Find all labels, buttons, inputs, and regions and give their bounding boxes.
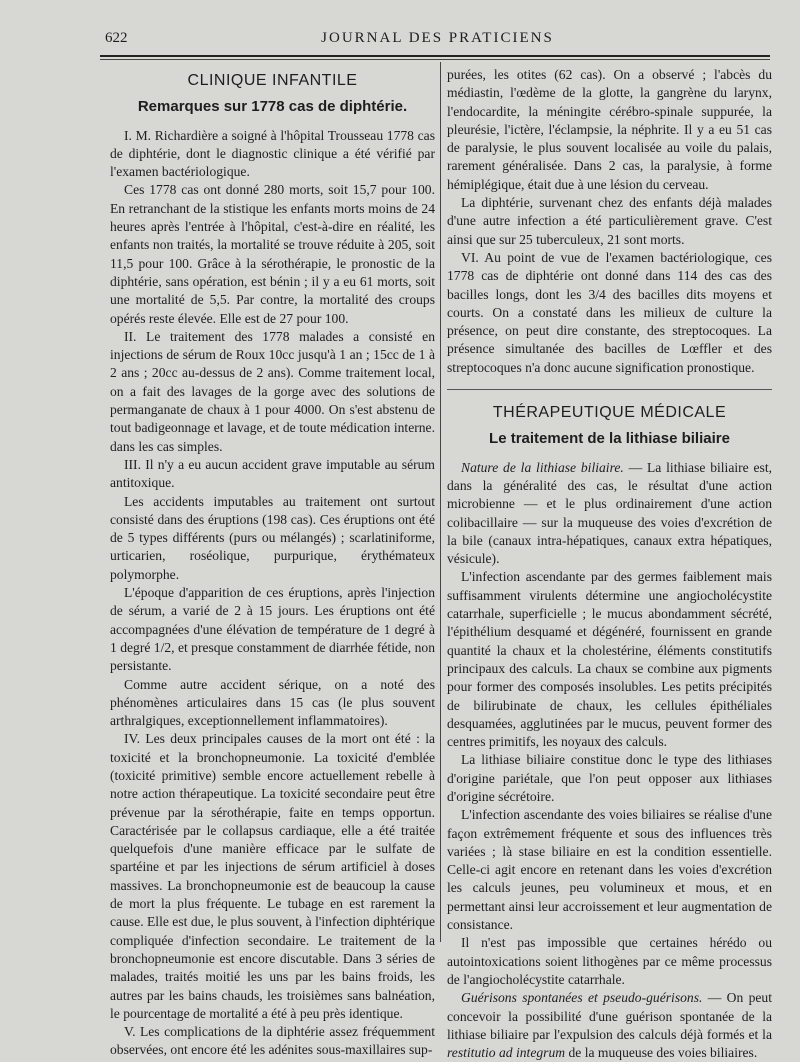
header-rule-thin xyxy=(100,59,770,60)
latin-phrase: restitutio ad integrum xyxy=(447,1045,566,1061)
paragraph: L'infection ascendante des voies biliaires se réalise d'une façon extrêmement fréquente et sous des influences très variées ; là stase biliaire en est la condition essentielle. Celle-ci agit encore en retenant dans les voies d'excrétion les calculs jeunes, peu volumineux et mous, et en permettant ainsi leur accroissement et leur augmentation de consistance. xyxy=(447,807,772,933)
paragraph-text: — La lithiase biliaire est, dans la généralité des cas, le résultat d'une action microbienne — et le plus ordinairement d'une action colibacillaire — sur la muqueuse des voies d'excrétion de la bile (canaux intra-hépatiques, canaux extra hépatiques, vésicule). xyxy=(447,459,772,567)
paragraph: Comme autre accident sérique, on a noté des phénomènes articulaires dans 15 cas (le plus souvent arthralgiques, exceptionnellement inflammatoires). xyxy=(110,676,435,729)
left-column xyxy=(110,66,435,1060)
paragraph-text: de la muqueuse des voies biliaires. xyxy=(565,1045,758,1061)
running-header xyxy=(105,30,770,52)
paragraph: I. M. Richardière a soigné à l'hôpital Trousseau 1778 cas de diphtérie, dont le diagnostic clinique a été vérifié par l'examen bactériologique. xyxy=(110,127,435,180)
paragraph: L'infection ascendante par des germes faiblement mais suffisamment virulents détermine une angiocholécystite catarrhale, superficielle ; le mucus abondamment sécrété, l'épithélium desquamé et dégénéré, fournissent en grande quantité la chaux et la cholestérine, éléments constitutifs principaux des calculs. La chaux se combine aux pigments pour former des composés insolubles. Les petits précipités de bilirubinate de chaux, les cellules épithéliales desquamées, agglutinées par le mucus, peuvent former des centres primitifs, les noyaux des calculs. xyxy=(447,569,772,750)
paragraph: IV. Les deux principales causes de la mort ont été : la toxicité et la bronchopneumonie. La toxicité d'emblée (toxicité primitive) semble encore actuellement rebelle à notre action thérapeutique. La toxicité secondaire peut être prévenue par la sérothérapie, faite en temps opportun. Caractérisée par le collapsus cardiaque, elle a été traitée quelquefois d'une manière efficace par le sulfate de spartéine et par les injections de sérum artificiel à doses massives. La bronchopneumonie est de beaucoup la cause de mort la plus fréquente. Le tubage en est rarement la cause. Elle est due, le plus souvent, à l'infection diphtérique compliquée d'infection secondaire. Le traitement de la bronchopneumonie est encore discutable. Dans 3 séries de malades, traités moitié les uns par les bains froids, les autres par les bains chauds, les troisièmes sans balnéation, le pourcentage de mortalité a été à peu près identique. xyxy=(110,731,435,1021)
article-title-lithiase: Le traitement de la lithiase biliaire xyxy=(489,430,730,448)
journal-title: JOURNAL DES PRATICIENS xyxy=(321,30,554,46)
paragraph: Il n'est pas impossible que certaines hérédo ou autointoxications soient lithogènes par ce même processus de l'angiocholécystite catarrhale. xyxy=(447,935,772,987)
column-divider xyxy=(440,62,441,942)
subheading-italic: Nature de la lithiase biliaire. xyxy=(461,459,624,475)
paragraph: Les accidents imputables au traitement ont surtout consisté dans des éruptions (198 cas). Ces éruptions ont été de 5 types différents (purs ou mélangés) ; scarlatiniforme, urticarien, roséolique, purpurique, érythémateux polymorphe. xyxy=(110,493,435,582)
paragraph-text: — On peut concevoir la possibilité d'une guérison spontanée de la lithiase biliaire par l'expulsion des calculs déjà formés et la xyxy=(447,990,773,1042)
article-title-diphterie: Remarques sur 1778 cas de diphtérie. xyxy=(137,98,408,116)
right-column xyxy=(447,66,772,1062)
page-number: 622 xyxy=(105,30,128,46)
section-title-clinique: CLINIQUE INFANTILE xyxy=(187,72,358,89)
subheading-italic: Guérisons spontanées et pseudo-guérisons. xyxy=(461,990,703,1006)
paragraph: Ces 1778 cas ont donné 280 morts, soit 15,7 pour 100. En retranchant de la stistique les enfants morts moins de 24 heures après l'entrée à l'hôpital, c'est-à-dire en réalité, les enfants non traités, la mortalité se trouve réduite à 205, soit 11,5 pour 100. Grâce à la sérothérapie, le pronostic de la diphtérie, sans opération, est bénin ; il y a eu 61 morts, soit une mortalité de 5,5. Par contre, la mortalité des croups opérés reste élevée. Elle est de 27 pour 100. xyxy=(110,182,435,326)
paragraph: II. Le traitement des 1778 malades a consisté en injections de sérum de Roux 10cc jusqu'à 1 an ; 15cc de 1 à 2 ans ; 20cc au-dessus de 2 ans). Comme traitement local, on a fait des lavages de la gorge avec des solutions de permanganate de chaux à 1 pour 4000. On s'est abstenu de tout badigeonnage et lavage, et de toute médication interne. dans les cas simples. xyxy=(110,328,435,454)
paragraph: V. Les complications de la diphtérie assez fréquemment observées, ont encore été les adénites sous-maxillaires sup- xyxy=(110,1024,435,1058)
paragraph: L'époque d'apparition de ces éruptions, après l'injection de sérum, a varié de 2 à 15 jours. Les éruptions ont été accompagnées d'une élévation de température de 1 degré à 1 degré 1/2, et presque constamment de diarrhée fétide, non persistante. xyxy=(110,585,435,674)
paragraph: VI. Au point de vue de l'examen bactériologique, ces 1778 cas de diphtérie ont donné dans 114 des cas des bacilles longs, dont les 3/4 des bacilles dits moyens et courts. On a constaté dans les milieux de culture la présence, on peut dire constante, des streptocoques. La présence simultanée des bacilles de Lœffler et des streptocoques n'a donc aucune signification pronostique. xyxy=(447,249,772,375)
paragraph xyxy=(447,459,772,569)
paragraph: purées, les otites (62 cas). On a observé ; l'abcès du médiastin, l'œdème de la glotte, la gangrène du larynx, l'endocardite, la méningite cérébro-spinale suppurée, la pleurésie, l'ictère, l'éclampsie, la néphrite. Il y a eu 51 cas de paralysie, le plus souvent localisée au voile du palais, rarement généralisée. Dans 2 cas, la paralysie, à forme hémiplégique, était due à une lésion du cerveau. xyxy=(447,67,772,192)
paragraph: III. Il n'y a eu aucun accident grave imputable au sérum antitoxique. xyxy=(110,456,435,491)
paragraph: La lithiase biliaire constitue donc le type des lithiases d'origine pariétale, que l'on peut opposer aux lithiases d'origine sécrétoire. xyxy=(447,752,772,804)
paragraph: La diphtérie, survenant chez des enfants déjà malades d'une autre infection a été particulièrement grave. C'est ainsi que sur 25 tuberculeux, 21 sont morts. xyxy=(447,195,772,247)
header-rule xyxy=(100,55,770,57)
section-title-therapeutique: THÉRAPEUTIQUE MÉDICALE xyxy=(447,389,772,422)
